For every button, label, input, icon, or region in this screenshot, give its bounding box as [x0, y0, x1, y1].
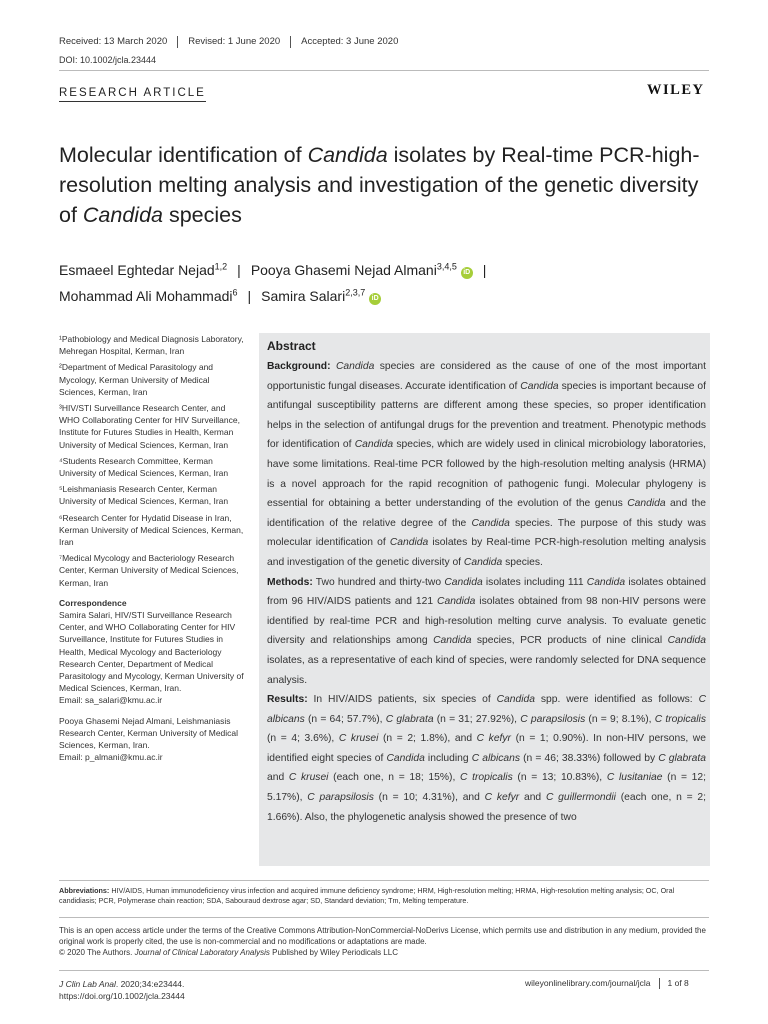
doi-link[interactable]: https://doi.org/10.1002/jcla.23444 — [59, 991, 185, 1001]
correspondence-entry: Samira Salari, HIV/STI Surveillance Research Center, and WHO Collaborating Center for HIV Surveillance, Institute for Futures Studies in Health, Medical Mycology and Bacteriology Research Center, Department of Medical Parasitology and Mycology, Kerman University of Medical Sciences, Kerman, Iran. — [59, 610, 244, 694]
received-date: Received: 13 March 2020 — [59, 36, 168, 47]
revised-date: Revised: 1 June 2020 — [177, 36, 290, 48]
abstract-box — [259, 333, 710, 866]
abstract-methods: Methods: Two hundred and thirty-two Candida isolates including 111 Candida isolates obtained from 96 HIV/AIDS patients and 121 Candida isolates obtained from 98 non-HIV persons were identified by real-time PCR and high-resolution melting curve analysis. To evaluate genetic diversity and relationships among Candida species, PCR products of nine clinical Candida isolates, as a representative of each kind of species, were randomly selected for DNA sequence analysis. — [267, 576, 706, 686]
orcid-icon[interactable]: iD — [369, 293, 381, 305]
affiliation: ²Department of Medical Parasitology and Mycology, Kerman University of Medical Sciences, Kerman, Iran — [59, 362, 214, 397]
affiliation: ⁷Medical Mycology and Bacteriology Research Center, Kerman University of Medical Sciences, Kerman, Iran — [59, 553, 239, 588]
affiliation: ¹Pathobiology and Medical Diagnosis Laboratory, Mehregan Hospital, Kerman, Iran — [59, 334, 244, 357]
license-divider — [59, 917, 709, 918]
affiliation: ⁵Leishmaniasis Research Center, Kerman University of Medical Sciences, Kerman, Iran — [59, 484, 229, 507]
abstract-results: Results: In HIV/AIDS patients, six species of Candida spp. were identified as follows: C albicans (n = 64; 57.7%), C glabrata (n = 31; 27.92%), C parapsilosis (n = 9; 8.1%), C tropicalis (n = 4; 3.6%), C krusei (n = 2; 1.8%), and C kefyr (n = 1; 0.90%). In non-HIV persons, we identified eight species of Candida including C albicans (n = 46; 38.33%) followed by C glabrata and C krusei (each one, n = 18; 15%), C tropicalis (n = 13; 10.83%), C lusitaniae (n = 12; 5.17%), C parapsilosis (n = 10; 4.31%), and C kefyr and C guillermondii (each one, n = 2; 1.66%). Also, the phylogenetic analysis showed the presence of two — [267, 694, 707, 823]
orcid-icon[interactable]: iD — [461, 267, 473, 279]
article-type: RESEARCH ARTICLE — [59, 87, 206, 102]
correspondence-email[interactable]: Email: p_almani@kmu.ac.ir — [59, 752, 163, 763]
author[interactable]: Pooya Ghasemi Nejad Almani$^{3,4,5}$ — [250, 261, 457, 278]
license-text: This is an open access article under the terms of the Creative Commons Attribution-NonCommercial-NoDerivs License, which permits use and distribution in any medium, provided the original work is properly cited, the use is non-commercial and no modifications or adaptations are made. © 2020 The Authors. Journal of Clinical Laboratory Analysis Published by Wiley Periodicals LLC — [59, 926, 706, 957]
citation-footer: J Clin Lab Anal. 2020;34:e23444. https://doi.org/10.1002/jcla.23444 — [59, 979, 185, 1001]
correspondence-email[interactable]: Email: sa_salari@kmu.ac.ir — [59, 695, 163, 706]
abbreviations: Abbreviations: HIV/AIDS, Human immunodeficiency virus infection and acquired immune deficiency syndrome; HRM, High-resolution melting; HRMA, High-resolution melting analysis; OC, Oral candidiasis; PCR, Polymerase chain reaction; SDA, Sabouraud dextrose agar; SD, Standard deviation; Tm, Melting temperature. — [59, 886, 675, 905]
abstract-heading: Abstract — [267, 339, 316, 353]
footer-divider — [59, 970, 709, 971]
doi[interactable]: DOI: 10.1002/jcla.23444 — [59, 55, 157, 65]
affiliation: ³HIV/STI Surveillance Research Center, and WHO Collaborating Center for HIV Surveillance, Institute for Futures Studies in Health, Kerman University of Medical Sciences, Kerman, Iran — [59, 403, 240, 450]
accepted-date: Accepted: 3 June 2020 — [290, 36, 408, 48]
affiliation: ⁶Research Center for Hydatid Disease in Iran, Kerman University of Medical Sciences, Kerman, Iran — [59, 512, 244, 548]
affiliations — [59, 333, 244, 768]
journal-site-link[interactable]: wileyonlinelibrary.com/journal/jcla — [525, 978, 651, 988]
author[interactable]: Mohammad Ali Mohammadi$^6$ — [59, 287, 238, 305]
footnote-divider — [59, 880, 709, 881]
header-divider — [59, 70, 709, 71]
article-dates — [59, 36, 408, 48]
page-footer — [525, 978, 697, 989]
article-title: Molecular identification of Candida isolates by Real-time PCR-high-resolution melting analysis and investigation of the genetic diversity of Candida species — [59, 143, 700, 227]
correspondence-heading: Correspondence — [59, 597, 127, 608]
correspondence-entry: Pooya Ghasemi Nejad Almani, Leishmaniasis Research Center, Kerman University of Medical Sciences, Kerman, Iran. — [59, 715, 239, 751]
publisher-logo: WILEY — [647, 82, 705, 98]
author[interactable]: Samira Salari$^{2,3,7}$ — [261, 287, 366, 305]
affiliation: ⁴Students Research Committee, Kerman University of Medical Sciences, Kerman, Iran — [59, 455, 229, 479]
page-number: 1 of 8 — [659, 978, 697, 989]
abstract-background: Background: Candida species are considered as the cause of one of the most important opportunistic fungal diseases. Accurate identification of Candida species is important because of antifungal susceptibility patterns are different among these species, so proper identification helps in the selection of antifungal drugs for the prevention and treatment. Phenotypic methods for identification of Candida species, which are widely used in clinical microbiology laboratories, have some limitations. Real-time PCR followed by the high-resolution melting analysis (HRMA) is a novel approach for the rapid recognition of pathogenic fungi. Molecular phylogeny is essential for obtaining a better understanding of the evolution of the genus Candida and the identification of the relative degree of the Candida species. The purpose of this study was molecular identification of Candida isolates by Real-time PCR-high-resolution melting analysis and investigation of the genetic diversity of Candida species. — [267, 361, 707, 568]
author-list: Esmaeel Eghtedar Nejad$^{1,2}$ | Pooya Ghasemi Nejad Almani$^{3,4,5}$ iD | Mohammad Ali Mohammadi$^6$ | Samira Salari$^{2,3,7}$ iD — [59, 261, 487, 305]
author[interactable]: Esmaeel Eghtedar Nejad$^{1,2}$ — [59, 261, 228, 278]
